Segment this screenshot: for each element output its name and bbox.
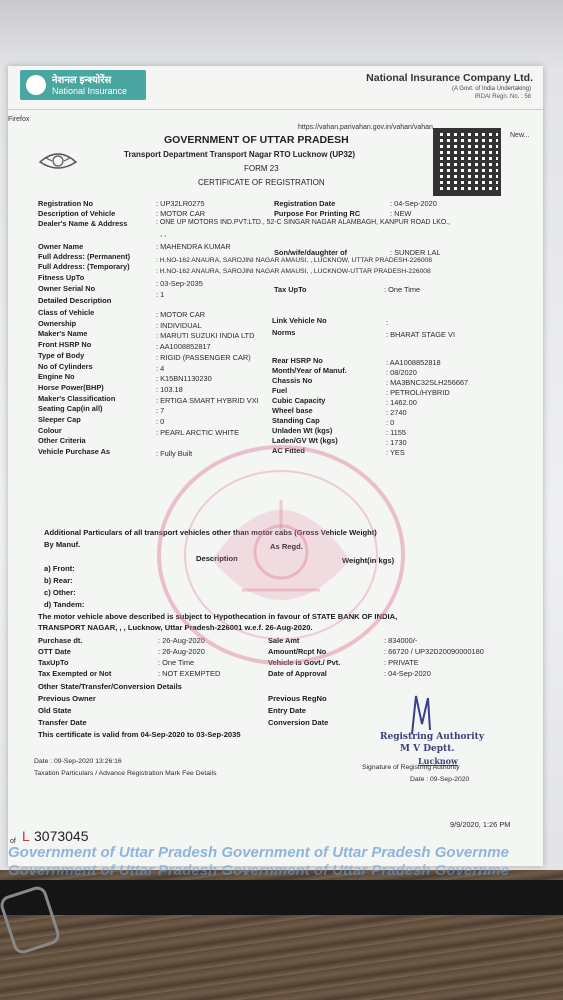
logo-hindi-text: नेशनल इन्श्योरेंस [52,75,112,86]
purchase-label: OTT Date [38,647,71,656]
as-regd-label: As Regd. [270,542,303,551]
vehicle-desc-value: : MOTOR CAR [156,209,206,218]
detail-left-value: : PEARL ARCTIC WHITE [156,427,240,437]
insurer-name: National Insurance Company Ltd. [366,72,533,84]
registration-certificate [8,110,543,879]
browser-new-label: New... [510,132,530,139]
detail-right-value: : MA3BNC32SLH256667 [386,378,469,387]
detail-left-value: : MOTOR CAR [156,310,206,319]
logo-mark-icon [26,75,46,95]
purchase-value: : 26-Aug-2020 [158,647,205,656]
qr-code-icon [433,128,501,196]
serial-number: 3073045 [34,828,89,844]
detail-left-value: : Fully Built [156,449,193,459]
signature-label: Signature of Registring Authority [362,764,460,771]
purchase-label: Tax Exempted or Not [38,669,112,678]
detail-right-label: Standing Cap [272,416,320,425]
detail-right-label: Rear HSRP No [272,356,323,365]
dealer-value: : ONE UP MOTORS IND.PVT.LTD., 52-C SINGAR NAGAR ALAMBAGH, KANPUR ROAD LKO., [156,219,451,226]
browser-url: https://vahan.parivahan.gov.in/vahan/vahan [298,124,433,131]
description-column-label: Description [196,554,238,563]
axle-front-label: a) Front: [44,564,75,573]
purchase-right-value: : PRIVATE [384,658,419,667]
document-sheet [8,66,543,879]
other-state-heading: Other State/Transfer/Conversion Details [38,682,182,691]
detail-left-label: Maker's Classification [38,393,116,403]
insurer-subtitle: (A Govt. of India Undertaking) [451,86,531,92]
certificate-title: GOVERNMENT OF UTTAR PRADESH [164,134,349,146]
detail-right-value: : 1730 [386,438,407,447]
transfer-date-label: Transfer Date [38,718,87,727]
previous-regno-label: Previous RegNo [268,694,327,703]
detail-left-label: Type of Body [38,350,85,360]
detail-left-value: : 4 [156,363,165,373]
detail-left-label: Front HSRP No [38,340,92,350]
detail-right-value: : AA1008852818 [386,358,441,367]
form-number: FORM 23 [244,164,279,173]
signature-date: Date : 09-Sep-2020 [410,776,470,783]
purchase-value: : 26-Aug-2020 [158,636,205,645]
detail-left-label: Vehicle Purchase As [38,447,111,457]
detail-right-value: : 0 [386,418,395,427]
hypothecation-line-2: TRANSPORT NAGAR, , , Lucknow, Uttar Pradesh-226001 w.e.f. 26-Aug-2020. [38,623,313,632]
tax-upto-label: Tax UpTo [274,285,307,294]
detail-left-value: : RIGID (PASSENGER CAR) [156,352,251,362]
detail-right-label: Laden/GV Wt (kgs) [272,436,338,445]
detail-left-label: Ownership [38,318,77,328]
purchase-value: : NOT EXEMPTED [158,669,221,678]
hypothecation-line-1: The motor vehicle above described is subject to Hypothecation in favour of STATE BANK OF INDIA, [38,612,398,621]
black-strap [0,880,563,915]
detail-right-value: : YES [386,448,405,457]
registring-authority-stamp: Registring Authority [380,732,485,742]
national-insurance-logo [20,70,146,100]
detail-left-label: Class of Vehicle [38,308,95,317]
detail-left-value: : AA1008852817 [156,342,211,352]
detail-right-value: : BHARAT STAGE VI [386,330,455,339]
temporary-address-label: Full Address: (Temporary) [38,262,130,271]
insurance-header [8,66,543,110]
insurer-irda: IRDAI Regn. No. : 58 [474,94,531,100]
axle-tandem-label: d) Tandem: [44,600,85,609]
purchase-right-value: : 04-Sep-2020 [384,669,431,678]
old-state-label: Old State [38,706,72,715]
detail-left-value: : INDIVIDUAL [156,320,202,330]
detail-right-label: Link Vehicle No [272,316,327,325]
detail-left-label: Horse Power(BHP) [38,382,104,392]
detail-left-label: Colour [38,425,62,435]
vehicle-desc-label: Description of Vehicle [38,209,116,218]
certificate-heading: CERTIFICATE OF REGISTRATION [198,178,325,187]
detail-left-label: Seating Cap(in all) [38,404,103,414]
fitness-label: Fitness UpTo [38,273,85,282]
detail-right-value: : 1462.00 [386,398,417,407]
axle-other-label: c) Other: [44,588,76,597]
permanent-address-value: : H.NO-162 ANAURA, SAROJINI NAGAR AMAUSI, , LUCKNOW, UTTAR PRADESH-226008 [156,257,432,264]
dealer-value-cont: , , [160,229,167,238]
detail-left-label: Maker's Name [38,329,88,339]
axle-rear-label: b) Rear: [44,576,73,585]
by-manuf-label: By Manuf. [44,540,81,549]
detail-left-label: Other Criteria [38,436,86,446]
purchase-right-label: Date of Approval [268,669,327,678]
detail-left-label: Engine No [38,372,75,382]
fitness-value: : 03-Sep-2035 [156,279,203,288]
owner-serial-value: : 1 [156,290,165,299]
detail-right-value: : PETROL/HYBRID [386,388,450,397]
owner-serial-label: Owner Serial No [38,284,96,293]
validity-statement: This certificate is valid from 04-Sep-2020 to 03-Sep-2035 [38,730,241,739]
owner-name-label: Owner Name [38,242,84,251]
detail-left-label: No of Cylinders [38,361,93,371]
detail-left-value: : ERTIGA SMART HYBRID VXI [156,395,259,405]
lucknow-stamp: Lucknow [418,756,458,766]
permanent-address-label: Full Address: (Permanent) [38,252,131,261]
weight-column-label: Weight(in kgs) [342,556,395,565]
detail-right-label: Month/Year of Manuf. [272,366,347,375]
additional-particulars-heading: Additional Particulars of all transport vehicles other than motor cabs (Gross Vehicle Weight) [44,528,377,537]
detail-left-value: : 103.18 [156,384,183,394]
purchase-right-value: : 834000/- [384,636,418,645]
reg-date-value: : 04-Sep-2020 [390,199,437,208]
purchase-right-label: Vehicle is Govt./ Pvt. [268,658,341,667]
owner-name-value: : MAHENDRA KUMAR [156,242,231,251]
purchase-right-label: Sale Amt [268,636,300,645]
detail-right-label: Chassis No [272,376,313,385]
serial-prefix: of [10,838,16,845]
previous-owner-label: Previous Owner [38,694,96,703]
tax-upto-value: : One Time [384,285,421,294]
detail-left-value: : K15BN1130230 [156,374,212,384]
temporary-address-value: : H.NO-162 ANAURA, SAROJINI NAGAR AMAUSI, , LUCKNOW-UTTAR PRADESH-226008 [156,268,431,275]
conversion-date-label: Conversion Date [268,718,329,727]
entry-date-label: Entry Date [268,706,306,715]
detail-right-value: : 1155 [386,428,406,437]
detail-right-label: Wheel base [272,406,313,415]
purchase-right-value: : 66720 / UP32D20090000180 [384,647,484,656]
watermark-line-2: Government of Uttar Pradesh Government of Uttar Pradesh Governme [8,862,509,879]
detailed-description-heading: Detailed Description [38,296,112,305]
relation-value: : SUNDER LAL [390,248,441,257]
browser-label: Firefox [8,116,30,123]
reg-date-label: Registration Date [274,199,336,208]
detail-right-label: Unladen Wt (kgs) [272,426,333,435]
purchase-value: : One Time [158,658,195,667]
detail-left-label: Sleeper Cap [38,415,81,424]
detail-left-value: : 7 [156,406,165,416]
purchase-label: TaxUpTo [38,658,69,667]
logo-english-text: National Insurance [52,86,128,96]
detail-right-label: Cubic Capacity [272,396,326,405]
reg-no-label: Registration No [38,199,94,208]
detail-right-value: : 08/2020 [386,368,417,377]
detail-right-label: Fuel [272,386,288,395]
detail-right-value: : 2740 [386,408,407,417]
detail-left-value: : 0 [156,417,165,426]
taxation-particulars: Taxation Particulars / Advance Registration Mark Fee Details [34,770,217,777]
serial-letter: L [22,828,30,844]
dealer-label: Dealer's Name & Address [38,219,128,228]
reg-no-value: : UP32LR0275 [156,199,205,208]
print-time: 9/9/2020, 1:26 PM [450,820,511,829]
print-date: Date : 09-Sep-2020 13:26:16 [34,758,122,765]
department-name: Transport Department Transport Nagar RTO Lucknow (UP32) [124,150,356,159]
detail-right-label: AC Fitted [272,446,305,455]
watermark-line-1: Government of Uttar Pradesh Government of Uttar Pradesh Governme [8,844,509,861]
detail-right-value: : [386,318,389,327]
mv-deptt-stamp: M V Deptt. [400,744,455,754]
purpose-label: Purpose For Printing RC [274,209,361,218]
detail-left-value: : MARUTI SUZUKI INDIA LTD [156,331,255,341]
up-emblem-icon [36,148,80,174]
purchase-right-label: Amount/Rcpt No [268,647,327,656]
purpose-value: : NEW [390,209,412,218]
relation-label: Son/wife/daughter of [274,248,348,257]
purchase-label: Purchase dt. [38,636,83,645]
detail-right-label: Norms [272,328,296,337]
